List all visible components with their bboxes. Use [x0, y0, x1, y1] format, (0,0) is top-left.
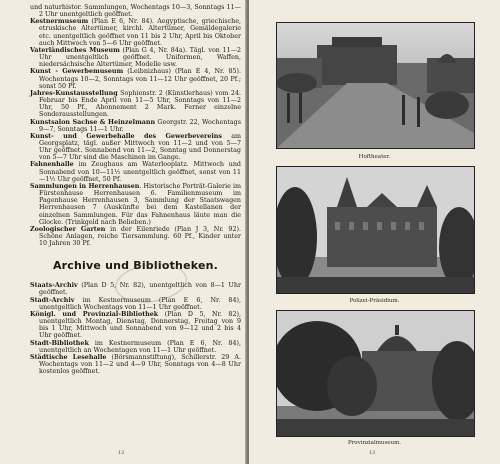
entries-top: [30, 4, 241, 247]
entry-text: (Plan G 4, Nr. 84a). Tägl. von 11—2 Uhr unentgeltlich geöffnet. Uniformen, Waffen, niedersächsische Altertümer, Modelle usw.: [39, 46, 241, 69]
caption-polizei-praesidium: Polizei-Präsidium.: [349, 298, 400, 304]
entry-name: Kunst - Gewerbemuseum: [30, 68, 124, 76]
entry: [30, 183, 241, 226]
entry-text: in der Eilenriede (Plan J 3, Nr. 92). Schöne Anlagen, reiche Tiersammlung. 60 Pf., Kinder unter 10 Jahren 30 Pf.: [39, 225, 241, 248]
entry: [30, 119, 241, 133]
entry: [30, 354, 241, 375]
entry-name: Fahnenhalle: [30, 161, 74, 169]
right-page: [249, 0, 500, 464]
entry: [30, 4, 241, 18]
entry: [30, 161, 241, 182]
caption-provinzialmuseum: Provinzialmuseum.: [347, 440, 402, 446]
photo-provinzialmuseum: [276, 310, 475, 437]
entry: [30, 90, 241, 119]
entry-name: Kunst- und Gewerbehalle des Gewerbevereins: [30, 132, 222, 140]
entry-text: (Börsmannstiftung), Schillerstr. 29 A. Wochentags von 11—2 und 4—9 Uhr, Sonntags von 4—8 Uhr kostenlos geöffnet.: [39, 353, 242, 376]
entry: [30, 47, 241, 68]
section-heading: Archive und Bibliotheken.: [52, 259, 219, 273]
entry-text: (Plan D 5, Nr. 82), unentgeltlich von 8—1 Uhr geöffnet.: [39, 282, 241, 297]
entry-text: Georgstr. 22, Wochentags 9—7, Sonntags 11—1 Uhr.: [39, 118, 241, 133]
entry-text: Sophienstr. 2 (Künstlerhaus) vom 24. Februar bis Ende April von 11—5 Uhr, Sonntags von 11—2 Uhr, 50 Pf., Abonnement 2 Mark. Ferner einzelne Sonderausstellungen.: [39, 89, 241, 119]
page-number-right: 13: [369, 450, 376, 456]
entry: [30, 311, 241, 340]
entry-name: Städtische Lesehalle: [30, 353, 107, 361]
entry-name: Zoologischer Garten: [30, 225, 106, 233]
entry-name: Jahres-Kunstausstellung: [30, 89, 118, 97]
page-number-left: 12: [118, 450, 125, 456]
entry-text: . Historische Porträt-Galerie im Fürstenhause Herrenhausen 6. Familienmuseum im Pagenhause Herrenhausen 3, Sammlung der Staatswagen Herrenhausen 7 (Auskünfte bei dem Kastellanen der einzelnen Sammlungen. Für das Fahnenhaus läute man die Glocke. (Trinkgeld nach Belieben.): [39, 182, 242, 226]
entry-text: (Leibnizhaus) (Plan E 4, Nr. 85). Wochentags 10—2, Sonntags von 11—12 Uhr geöffnet, 20 Pf.; sonst 50 Pf.: [39, 68, 242, 90]
caption-hoftheater: Hoftheater.: [358, 154, 391, 160]
entry-name: Kestnermuseum: [30, 18, 89, 26]
entry-name: Kunstsalon Sachse & Heinzelmann: [30, 118, 156, 126]
photo-hoftheater: [276, 22, 475, 149]
entry-name: Königl. und Provinzial-Bibliothek: [30, 310, 159, 318]
entry-name: Staats-Archiv: [30, 282, 78, 290]
entry: [30, 133, 241, 162]
entry-name: Vaterländisches Museum: [30, 46, 120, 54]
entry: [30, 18, 241, 47]
entry-name: Stadt-Bibliothek: [30, 339, 89, 347]
entry-text: im Zeughaus am Waterlooplatz. Mittwoch und Sonnabend von 10—11½ unentgeltlich geöffnet, sonst von 11—1½ Uhr geöffnet, 50 Pf.: [39, 161, 241, 183]
entry-text: im Kestnermuseum (Plan E 6, Nr. 84), unentgeltlich an Wochentagen von 11—1 Uhr geöffnet.: [39, 339, 241, 354]
entry: [30, 226, 241, 247]
left-page: [0, 0, 247, 464]
entry-text: und naturhistor. Sammlungen, Wochentags 10—3, Sonntags 11—2 Uhr unentgeltlich geöffnet.: [30, 4, 241, 19]
entry-text: (Plan E 6, Nr. 84). Aegyptische, griechische, etruskische Altertümer, kirchl. Altertümer, Gemäldegalerie etc. unentgeltlich geöffnet von 11 bis 2 Uhr, April bis Oktober auch Mittwoch von 5—6 Uhr geöffnet.: [39, 18, 241, 47]
entry-text: im Kestnermuseum (Plan E 6, Nr. 84), unentgeltlich Wochentags von 11—1 Uhr geöffnet.: [39, 296, 241, 311]
photo-polizei-praesidium: [276, 166, 475, 294]
entry-name: Sammlungen in Herrenhausen: [30, 182, 140, 190]
entry-text: am Georgsplatz, tägl. außer Mittwoch von 11—2 und von 5—7 Uhr geöffnet. Sonnabend von 11—2, Sonntag und Donnerstag von 5—7 Uhr sind die Maschinen im Gange.: [39, 132, 241, 162]
entry-text: (Plan D 5, Nr. 82), unentgeltlich Montag, Dienstag, Donnerstag, Freitag von 9 bis 1 Uhr, Mittwoch und Sonnabend von 9—12 und 2 bis 4 Uhr geöffnet.: [39, 310, 241, 340]
entry: [30, 68, 241, 89]
entry-name: Stadt-Archiv: [30, 296, 75, 304]
entry: [30, 340, 241, 354]
